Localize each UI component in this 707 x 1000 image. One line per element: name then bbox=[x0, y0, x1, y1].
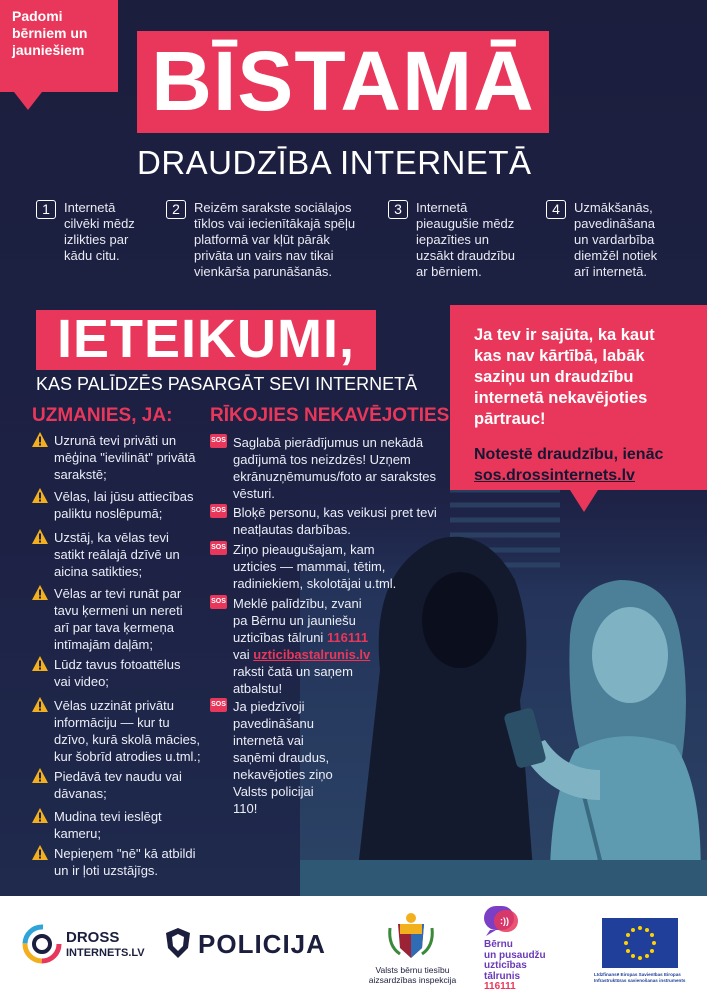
fact-text-line: pieaugušie mēdz bbox=[416, 216, 515, 231]
action-item-line: Meklē palīdzību, zvani bbox=[233, 596, 362, 611]
helpline-logo-line: tālrunis bbox=[484, 970, 521, 982]
fact-text-line: uzsākt draudzību bbox=[416, 248, 516, 263]
advice-bubble-line: saziņu un draudzību bbox=[474, 368, 634, 386]
fact-text-line: izlikties par bbox=[64, 232, 129, 247]
helpline-line bbox=[233, 629, 433, 646]
advice-bubble-line: pārtrauc! bbox=[474, 410, 546, 428]
friendship-test-cta bbox=[474, 444, 702, 486]
fact-text-line: iepazīties un bbox=[416, 232, 489, 247]
helpline-link-prefix: vai bbox=[233, 647, 254, 662]
warning-icon bbox=[32, 808, 48, 823]
warning-icon bbox=[32, 845, 48, 860]
action-item-line: raksti čatā un saņem bbox=[233, 664, 353, 679]
cta-link[interactable]: sos.drossinternets.lv bbox=[474, 467, 635, 484]
warning-item-line: Vēlas ar tevi runāt par bbox=[54, 586, 182, 601]
helpline-logo-line: un pusaudžu bbox=[484, 949, 546, 961]
warning-icon bbox=[32, 488, 48, 503]
inspection-logo-line: aizsardzības inspekcija bbox=[368, 975, 457, 985]
warning-item-line: Lūdz tavus fotoattēlus bbox=[54, 657, 181, 672]
warning-item-line: mēģina "ievilināt" privātā bbox=[54, 450, 196, 465]
warning-item-line: Vēlas uzzināt privātu bbox=[54, 698, 174, 713]
warning-item-line: Uzrunā tevi privāti un bbox=[54, 433, 177, 448]
warning-item-line: Uzstāj, ka vēlas tevi bbox=[54, 530, 169, 545]
action-item-line: saņēmi draudus, bbox=[233, 750, 330, 765]
warning-icon bbox=[32, 585, 48, 600]
warning-item-line: aicina satikties; bbox=[54, 564, 143, 579]
warning-item-line: Mudina tevi ieslēgt bbox=[54, 809, 162, 824]
page-subtitle: DRAUDZĪBA INTERNETĀ bbox=[137, 144, 532, 181]
action-item-line: internetā vai bbox=[233, 733, 304, 748]
fact-text-line: un vardarbība bbox=[574, 232, 655, 247]
action-item-line: ekrānuzņēmumus/foto ar sarakstes bbox=[233, 469, 437, 484]
action-item-line: Ziņo pieaugušajam, kam bbox=[233, 542, 375, 557]
action-item-line: atbalstu! bbox=[233, 681, 283, 696]
warning-item-line: tavu ķermeni un nereti bbox=[54, 603, 183, 618]
fact-number: 3 bbox=[388, 200, 408, 219]
action-item-line: radiniekiem, skolotājai u.tml. bbox=[233, 576, 397, 591]
warning-icon bbox=[32, 529, 48, 544]
action-item-line: pavedināšanu bbox=[233, 716, 314, 731]
advice-bubble-text bbox=[474, 325, 699, 430]
warning-icon bbox=[32, 432, 48, 447]
eu-caption-line: Līdzfinansē Eiropas Savienības Eiropas bbox=[594, 972, 681, 977]
facts-row bbox=[36, 200, 686, 290]
fact-text-line: ar bērniem. bbox=[416, 264, 482, 279]
warning-item-line: paliktu noslēpumā; bbox=[54, 506, 163, 521]
coat-of-arms-icon bbox=[386, 912, 436, 960]
fact-number: 1 bbox=[36, 200, 56, 219]
advice-label-line: bērniem un bbox=[12, 25, 88, 41]
fact-text-line: diemžēl notiek bbox=[574, 248, 658, 263]
sos-icon: SOS bbox=[210, 698, 227, 712]
action-item-line: Valsts policijai bbox=[233, 784, 314, 799]
eu-flag-icon bbox=[602, 918, 678, 968]
helpline-website-link[interactable]: uzticibastalrunis.lv bbox=[253, 647, 371, 662]
advice-label-line: jauniešiem bbox=[12, 42, 85, 58]
warning-item-line: Vēlas, lai jūsu attiecības bbox=[54, 489, 194, 504]
helpline-link-line bbox=[233, 646, 433, 663]
dross-internets-logo-icon bbox=[22, 924, 62, 964]
dross-internets-logo-line: INTERNETS.LV bbox=[66, 947, 145, 959]
action-item-line: pa Bērnu un jauniešu bbox=[233, 613, 356, 628]
action-item-line: Ja piedzīvoji bbox=[233, 699, 305, 714]
warning-item-line: intīmajām daļām; bbox=[54, 637, 153, 652]
warning-item-line: un ir ļoti uzstājīgs. bbox=[54, 863, 159, 878]
sos-icon: SOS bbox=[210, 541, 227, 555]
warning-item-line: sarakstē; bbox=[54, 467, 107, 482]
helpline-logo-number: 116111 bbox=[484, 981, 516, 992]
warning-item-line: Piedāvā tev naudu vai bbox=[54, 769, 182, 784]
police-logo-text: POLICIJA bbox=[198, 929, 326, 959]
action-item-line: Bloķē personu, kas veikusi pret tevi bbox=[233, 505, 437, 520]
warning-item-line: satikt reālajā dzīvē un bbox=[54, 547, 180, 562]
fact-text-line: Reizēm sarakste sociālajos bbox=[194, 200, 352, 215]
helpline-prefix: uzticības tālruni bbox=[233, 630, 327, 645]
sos-icon: SOS bbox=[210, 434, 227, 448]
footer-logos bbox=[0, 896, 707, 1000]
helpline-logo-line: Bērnu bbox=[484, 939, 513, 950]
action-item-line: uzticies — mammai, tētim, bbox=[233, 559, 386, 574]
warning-item-line: kur šobrīd atrodies u.tml.; bbox=[54, 749, 201, 764]
sos-icon: SOS bbox=[210, 595, 227, 609]
sos-icon: SOS bbox=[210, 504, 227, 518]
warning-item-line: arī par tava ķermeņa bbox=[54, 620, 174, 635]
action-item-line: gadījumā tos neizdzēs! Uzņem bbox=[233, 452, 411, 467]
fact-text-line: platformā var kļūt pārāk bbox=[194, 232, 330, 247]
action-heading: RĪKOJIES NEKAVĒJOTIES: bbox=[210, 405, 456, 426]
tips-subtitle: KAS PALĪDZĒS PASARGĀT SEVI INTERNETĀ bbox=[36, 374, 418, 394]
warning-item-line: vai video; bbox=[54, 674, 109, 689]
warning-heading: UZMANIES, JA: bbox=[32, 405, 173, 426]
dross-internets-logo-line: DROSS bbox=[66, 929, 120, 946]
police-emblem-icon bbox=[166, 928, 190, 958]
fact-text-line: Internetā bbox=[64, 200, 116, 215]
eu-caption-line: Infrastruktūras savienošanas instruments bbox=[594, 978, 686, 983]
helpline-logo-line: uzticības bbox=[484, 960, 527, 971]
cta-text: Notestē draudzību, ienāc bbox=[474, 446, 664, 463]
action-item-line: 110! bbox=[233, 801, 258, 816]
fact-text-line: Uzmākšanās, bbox=[574, 200, 653, 215]
warning-icon bbox=[32, 656, 48, 671]
advice-speech-bubble-tail bbox=[570, 490, 598, 512]
warning-icon bbox=[32, 697, 48, 712]
page-title: BĪSTAMĀ bbox=[151, 34, 535, 128]
action-item-line: Saglabā pierādījumus un nekādā bbox=[233, 435, 424, 450]
action-item-line: vēsturi. bbox=[233, 486, 275, 501]
advice-bubble-line: kas nav kārtībā, labāk bbox=[474, 347, 645, 365]
fact-number: 2 bbox=[166, 200, 186, 219]
fact-text-line: privāta un vairs nav tikai bbox=[194, 248, 334, 263]
helpline-number[interactable]: 116111 bbox=[326, 630, 369, 645]
action-item-line: nekavējoties ziņo bbox=[233, 767, 333, 782]
advice-label-line: Padomi bbox=[12, 8, 63, 24]
fact-number: 4 bbox=[546, 200, 566, 219]
advice-label-bubble-tail bbox=[14, 92, 42, 110]
fact-text-line: tīklos vai iecienītākajā spēļu bbox=[194, 216, 356, 231]
advice-label-bubble bbox=[0, 0, 118, 92]
fact-text-line: kādu citu. bbox=[64, 248, 120, 263]
warning-item-line: informāciju — kur tu bbox=[54, 715, 170, 730]
warning-item-line: dzīvo, kurā skolā mācies, bbox=[54, 732, 200, 747]
warning-item-line: dāvanas; bbox=[54, 786, 107, 801]
action-item-line: neatļautas darbības. bbox=[233, 522, 351, 537]
svg-text::)): :)) bbox=[500, 916, 509, 926]
fact-text-line: arī internetā. bbox=[574, 264, 647, 279]
warning-icon bbox=[32, 768, 48, 783]
fact-text-line: pavedināšana bbox=[574, 216, 655, 231]
advice-bubble-line: internetā nekavējoties bbox=[474, 389, 648, 407]
fact-text-line: vienkārša parunāšanās. bbox=[194, 264, 333, 279]
advice-bubble-line: Ja tev ir sajūta, ka kaut bbox=[474, 326, 655, 344]
warning-item-line: Nepieņem "nē" kā atbildi bbox=[54, 846, 196, 861]
inspection-logo-line: Valsts bērnu tiesību bbox=[375, 965, 450, 975]
warning-item-line: kameru; bbox=[54, 826, 101, 841]
helpline-logo-icon bbox=[484, 906, 520, 936]
tips-title: IETEIKUMI, bbox=[56, 309, 355, 369]
fact-text-line: cilvēki mēdz bbox=[64, 216, 135, 231]
fact-text-line: Internetā bbox=[416, 200, 468, 215]
